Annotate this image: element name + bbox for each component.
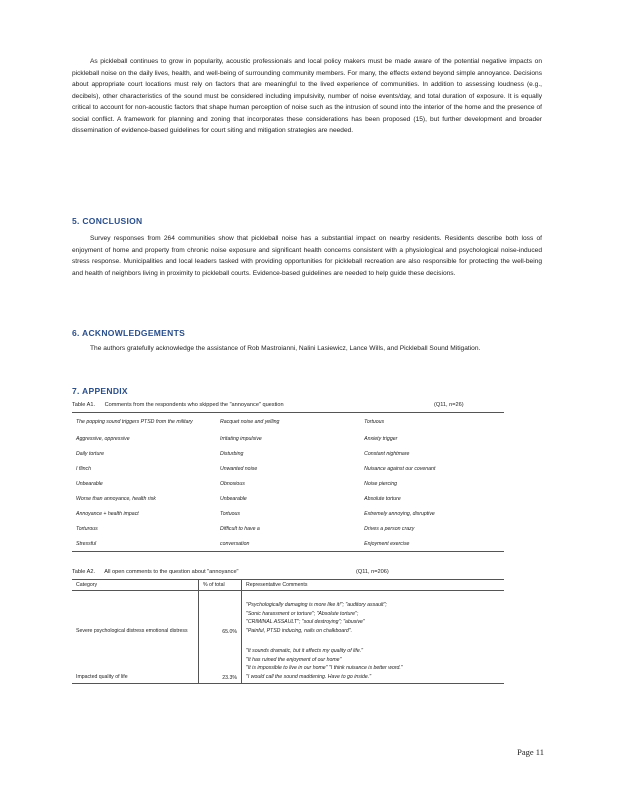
representative-comment: "It has ruined the enjoyment of our home" [246,656,342,663]
representative-comment: "Psychologically damaging is more like it!"; "auditory assault"; [246,602,387,608]
table-a1-title: Comments from the respondents who skipped the "annoyance" question [104,402,284,408]
table-a2-percent: 23.3% [199,637,242,684]
table-a1-row [72,536,504,552]
table-a1-meta: (Q11, n=26) [434,402,464,408]
table-a1-cell: Drives a person crazy [364,525,415,532]
table-a2-category: Impacted quality of life [76,674,128,680]
table-a1-cell: Tortuous [220,510,240,517]
table-a1-row [72,446,504,461]
table-a1-cell: Constant nightmare [364,450,410,457]
representative-comment: "CRIMINAL ASSAULT"; "soul destroying"; "abusive" [246,619,365,625]
table-a1-cell: Nuisance against our covenant [364,465,436,472]
intro-paragraph: As pickleball continues to grow in popularity, acoustic professionals and local policy makers must be made aware of the potential negative impacts on pickleball noise on the daily lives, health, and well-being of surrounding community members. For many, the effects extend beyond simple annoyance. Decisions about appropriate court locations must rely on factors that are meaningful to the lived experience of communities. In addition to assessing loudness (e.g., decibels), other characteristics of the sound must be considered including impulsivity, number of noise events/day, and total duration of exposure. It is equally critical to account for non-acoustic factors that shape human perception of noise such as the intrusion of sound into the interior of the home and the presence of social conflict. A framework for planning and zoning that incorporates these considerations has been proposed (15), but further development and broader dissemination of evidence-based guidelines for court siting and mitigation strategies are needed. [72,58,542,134]
table-a2-header-comments: Representative Comments [242,580,505,591]
table-a1-cell: Enjoyment exercise [364,540,410,547]
table-a1-row [72,461,504,476]
table-a2-percent: 65.0% [199,591,242,638]
table-a2 [72,579,504,684]
table-a1-cell: Stressful [76,540,97,547]
table-a1-cell: I flinch [76,465,91,472]
table-a1-cell: Tortuous [364,419,385,425]
table-a1-cell: Extremely annoying, disruptive [364,510,435,517]
table-a1-cell: Unbearable [220,495,247,502]
conclusion-heading: 5. CONCLUSION [72,216,143,226]
table-a1-row [72,413,504,432]
representative-comment: "It is impossible to live in our home" "I think nuisance is better word." [246,665,403,671]
acknowledgements-section [72,343,542,355]
table-a2-row [72,591,504,638]
table-a1-caption [72,402,464,408]
table-a1-cell: Unbearable [76,480,103,487]
representative-comment: "Painful, PTSD inducing, nails on chalkboard". [246,627,353,634]
table-a1-cell: Racquet noise and yelling [220,419,280,425]
table-a1-cell: Disturbing [220,450,244,457]
table-a1-label: Table A1. [72,402,96,408]
table-a1-cell: Daily torture [76,450,104,457]
table-a1-cell: Unwanted noise [220,465,258,472]
table-a2-title: All open comments to the question about "annoyance" [104,569,239,575]
table-a2-caption [72,569,389,575]
table-a1-cell: Aggressive, oppressive [76,435,130,442]
table-a2-header-category: Category [72,580,199,591]
table-a2-header-row [72,580,504,591]
table-a2-category: Severe psychological distress emotional distress [76,628,188,634]
table-a2-meta: (Q11, n=206) [356,569,389,575]
table-a1-cell: Noise piercing [364,480,398,487]
table-a1-row [72,476,504,491]
table-a1-cell: Difficult to have a [220,525,260,532]
table-a1-cell: Anxiety trigger [364,435,398,442]
table-a1 [72,412,504,552]
table-a1-cell: Torturous [76,525,98,532]
table-a2-comments [242,637,505,684]
table-a1-row [72,521,504,536]
conclusion-paragraph: Survey responses from 264 communities show that pickleball noise has a substantial impact on nearby residents. Residents describe both loss of enjoyment of home and property from chronic noise exposure and significant health concerns consistent with a physiological and psychological noise-induced stress response. Municipalities and local leaders tasked with providing opportunities for pickleball recreation are also responsible for protecting the well-being and health of neighbors living in proximity to pickleball courts. Evidence-based guidelines are needed to help guide these decisions. [72,235,542,277]
acknowledgements-heading: 6. ACKNOWLEDGEMENTS [72,328,186,338]
conclusion-section [72,233,542,279]
page-number: Page 11 [517,747,544,757]
table-a2-label: Table A2. [72,569,96,575]
table-a1-row [72,491,504,506]
table-a2-header-percent: % of total [199,580,242,591]
table-a1-cell: Absolute torture [364,495,401,502]
table-a2-row [72,637,504,684]
table-a2-comments [242,591,505,638]
representative-comment: "I would call the sound maddening. Have to go inside." [246,673,372,680]
table-a1-cell: Annoyance + health impact [76,510,139,517]
table-a1-cell: Obnoxious [220,480,245,487]
intro-section [72,56,542,137]
acknowledgements-paragraph: The authors gratefully acknowledge the assistance of Rob Mastroianni, Nalini Lasiewicz, Lance Wills, and Pickleball Sound Mitigation. [90,345,481,352]
table-a1-cell: Irritating impulsive [220,435,262,442]
representative-comment: "Sonic harassment or torture"; "Absolute torture"; [246,610,359,617]
table-a1-cell: conversation [220,540,250,547]
table-a1-cell: The popping sound triggers PTSD from the military [76,419,193,425]
table-a1-row [72,431,504,446]
representative-comment: "It sounds dramatic, but it affects my quality of life." [246,648,363,654]
table-a1-row [72,506,504,521]
table-a1-cell: Worse than annoyance, health risk [76,495,156,502]
appendix-heading: 7. APPENDIX [72,386,128,396]
